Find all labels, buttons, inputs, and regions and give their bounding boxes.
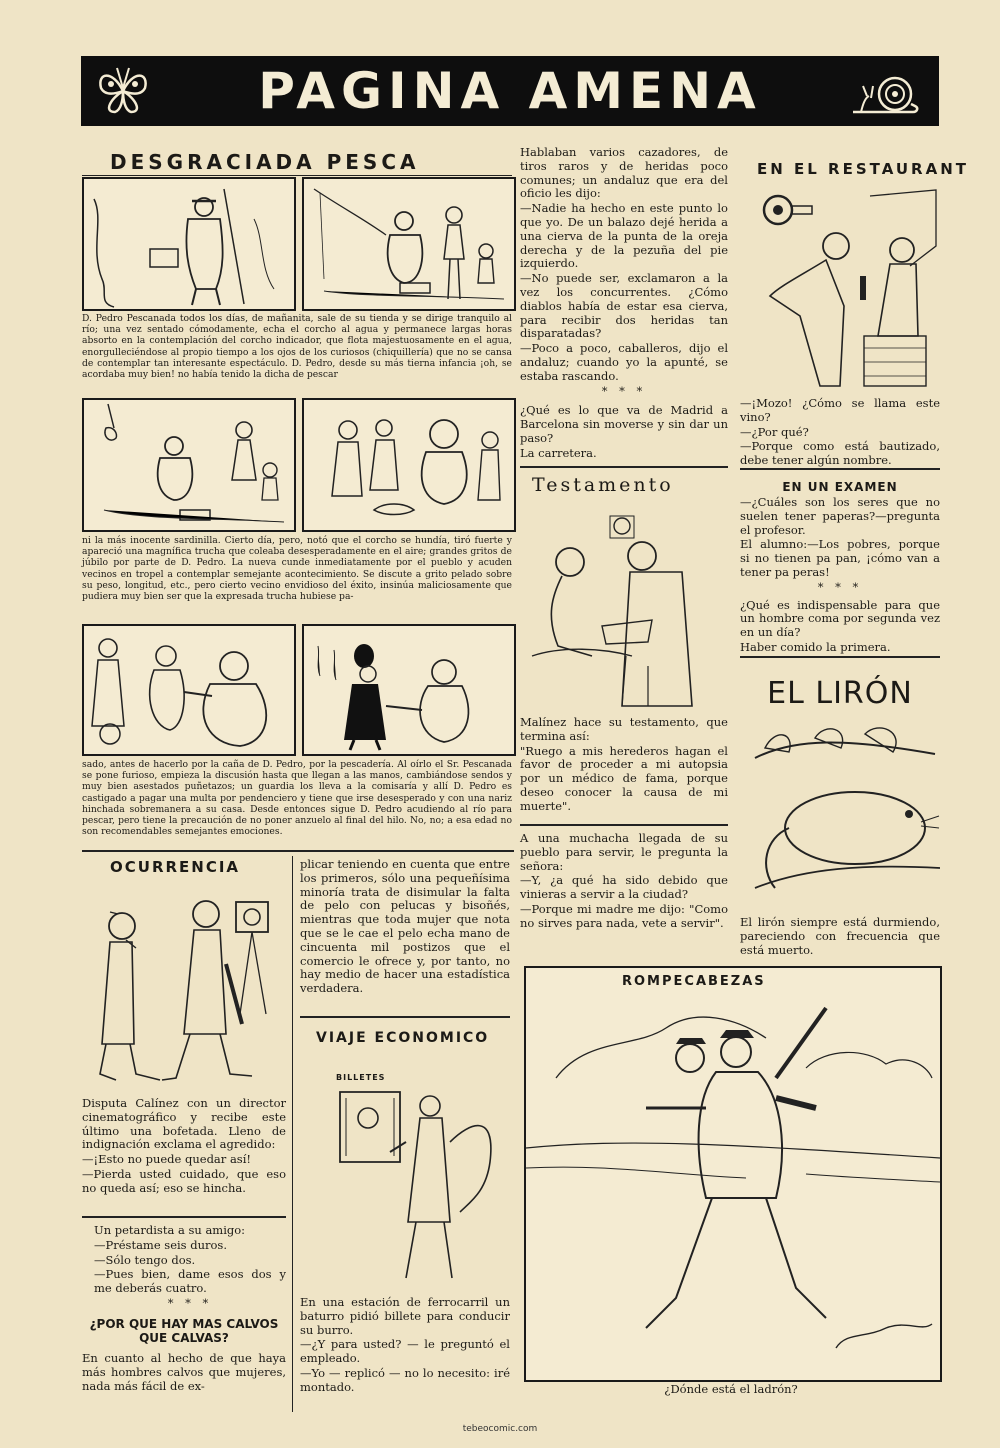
- desgraciada-title: DESGRACIADA PESCA: [110, 150, 420, 174]
- divider: [520, 824, 728, 826]
- calvas-start: En cuanto al hecho de que haya más hombres calvos que mujeres, nada más fácil de ex-: [82, 1351, 286, 1393]
- liron-caption: El lirón siempre está durmiendo, pareciendo con frecuencia que está muerto.: [740, 915, 940, 957]
- ocurrencia-title: OCURRENCIA: [110, 858, 241, 876]
- restaurant-title: EN EL RESTAURANT: [757, 160, 969, 178]
- comic-panel-1: [82, 177, 296, 311]
- crowd-fish-drawing: [304, 400, 514, 530]
- ocurrencia-line: —¡Esto no puede quedar así!: [82, 1152, 252, 1167]
- divider: [740, 656, 940, 658]
- fisherman-walking-drawing: [84, 179, 294, 309]
- separator-stars: * * *: [601, 383, 647, 398]
- cazadores-line: —Nadie ha hecho en este punto lo que yo. De un balazo dejé herida a una cierva de la punta de la oreja derecha y de la pezuña del pie izquierdo.: [520, 201, 728, 271]
- comic-panel-3: [82, 398, 296, 532]
- muchacha-story: [520, 832, 728, 932]
- ocurrencia-line: Disputa Calínez con un director cinematográfico y recibe este último una bofetada. Lleno de indignación exclama el agredido:: [82, 1096, 286, 1152]
- fight-drawing: [84, 626, 294, 754]
- petardista-joke: [94, 1224, 286, 1312]
- policeman-drawing: [304, 626, 514, 754]
- column-divider: [292, 856, 293, 1412]
- examen-text: [740, 496, 940, 656]
- liron-title: EL LIRÓN: [767, 676, 913, 711]
- petardista-line: —Sólo tengo dos.: [94, 1252, 196, 1267]
- desgraciada-para-1: D. Pedro Pescanada todos los días, de mañanita, sale de su tienda y se dirige tranquilo al río; una vez sentado cómodamente, echa el corcho al agua y permanece largas horas absorto en la contemplación del corcho indicador, que flota majestuosamente en el agua, enorgulleciéndose al propio tiempo a los ojos de los curiosos (chiquillería) que no se cansa de contemplar tan interesante espectáculo. D. Pedro, desde su más tierna infancia ¡oh, se acordaba muy bien! no había tenido la dicha de pescar: [82, 313, 512, 381]
- calvas-title: ¿POR QUE HAY MAS CALVOS QUE CALVAS?: [89, 1317, 279, 1345]
- divider: [82, 850, 514, 852]
- cazadores-line: Hablaban varios cazadores, de tiros raros y de heridas poco comunes; un andaluz que era del oficio les dijo:: [520, 145, 728, 201]
- petardista-line: —Préstame seis duros.: [94, 1237, 227, 1252]
- separator-stars: * * *: [167, 1295, 213, 1310]
- rompecabezas-title: ROMPECABEZAS: [622, 974, 766, 989]
- cazadores-line: —Poco a poco, caballeros, dijo el andaluz; cuando yo la apunté, se estaba rascando.: [520, 341, 728, 383]
- viaje-line: En una estación de ferrocarril un baturro pidió billete para conducir su burro.: [300, 1295, 510, 1337]
- restaurant-illustration: [740, 186, 940, 396]
- divider: [520, 466, 728, 468]
- testamento-illustration: [522, 506, 728, 712]
- testamento-line: Malínez hace su testamento, que termina así:: [520, 715, 728, 743]
- cazadores-line: —No puede ser, exclamaron a la vez los concurrentes. ¿Cómo diablos había de estar esa cierva, para recibir dos heridas tan disparatadas?: [520, 271, 728, 341]
- waiter-and-diner-drawing: [740, 186, 940, 396]
- viaje-text: [300, 1296, 510, 1396]
- viaje-line: —¿Y para usted? — le preguntó el empleado.: [300, 1337, 510, 1366]
- calvas-continuation: plicar teniendo en cuenta que entre los primeros, sólo una pequeñísima minoría trata de disimular la falta de pelo con pelucas y bisoñés, mientras que toda mujer que nota que se le cae el pelo echa mano de cincuenta mil postizos que el comercio le ofrece y, por tanto, no hay medio de hacer una estadística verdadera.: [300, 857, 510, 996]
- butterfly-icon: [95, 64, 151, 118]
- fisherman-with-children-drawing: [304, 179, 514, 309]
- muchacha-line: A una muchacha llegada de su pueblo para servir, le pregunta la señora:: [520, 831, 728, 873]
- examen-line: —¿Cuáles son los seres que no suelen tener paperas?—pregunta el profesor.: [740, 495, 940, 537]
- divider: [82, 1216, 286, 1218]
- divider: [740, 468, 940, 470]
- testamento-text: [520, 716, 728, 815]
- petardista-line: —Pues bien, dame esos dos y me deberás cuatro.: [94, 1267, 286, 1296]
- billetes-sign: BILLETES: [336, 1073, 386, 1082]
- restaurant-dialogue: [740, 397, 940, 469]
- footer-site: tebeocomic.com: [462, 1424, 538, 1434]
- restaurant-line: —Porque como está bautizado, debe tener algún nombre.: [740, 439, 940, 468]
- petardista-line: Un petardista a su amigo:: [94, 1223, 246, 1237]
- director-and-actor-drawing: [90, 884, 290, 1090]
- viaje-title: VIAJE ECONOMICO: [316, 1030, 490, 1046]
- divider: [300, 1016, 510, 1018]
- cazadores-story: [520, 146, 728, 462]
- restaurant-line: —¿Por qué?: [740, 424, 809, 439]
- desgraciada-para-3: sado, antes de hacerlo por la caña de D. Pedro, por la pescadería. Al oírlo el Sr. Pescanada se pone furioso, empieza la discusión hasta que llegan a las manos, cambiándose sendos y muy bien asestados puñetazos; un guardia los lleva a la comisaría y allí D. Pedro es castigado a pagar una multa por pendenciero y tiene que irse desesperado y con una nariz hinchada sobremanera a su casa. Desde entonces sigue D. Pedro acudiendo al río para pescar, pero tiene la precaución de no poner anzuelo al final del hilo. No, no; a esa edad no son recomendables semejantes emociones.: [82, 759, 512, 838]
- page-banner: [81, 56, 939, 126]
- testamento-line: "Ruego a mis herederos hagan el favor de proceder a mi autopsia por un médico de fama, porque deseo conocer la causa de mi muerte".: [520, 743, 728, 813]
- ocurrencia-illustration: [90, 884, 290, 1090]
- viaje-illustration: [320, 1082, 500, 1286]
- muchacha-line: —Porque mi madre me dijo: "Como no sirves para nada, vete a servir".: [520, 901, 728, 930]
- ticket-window-drawing: [320, 1082, 500, 1286]
- madrid-riddle: ¿Qué es lo que va de Madrid a Barcelona sin moverse y sin dar un paso?: [520, 403, 728, 445]
- examen-line: El alumno:—Los pobres, porque si no tienen pa pan, ¡cómo van a tener pa peras!: [740, 537, 940, 579]
- doctor-and-patient-drawing: [522, 506, 728, 712]
- dormouse-drawing: [745, 718, 940, 908]
- comic-panel-4: [302, 398, 516, 532]
- muchacha-line: —Y, ¿a qué ha sido debido que vinieras a servir a la ciudad?: [520, 873, 728, 902]
- rompecabezas-panel: [524, 966, 942, 1382]
- page-title: PAGINA AMENA: [258, 62, 762, 120]
- comic-panel-6: [302, 624, 516, 756]
- divider: [82, 175, 512, 176]
- restaurant-line: —¡Mozo! ¿Cómo se llama este vino?: [740, 396, 940, 424]
- rompecabezas-caption: ¿Dónde está el ladrón?: [664, 1382, 798, 1396]
- ocurrencia-line: —Pierda usted cuidado, que eso no queda así; eso se hincha.: [82, 1166, 286, 1195]
- separator-stars: * * *: [817, 579, 863, 594]
- snail-icon: [851, 68, 921, 118]
- comic-panel-5: [82, 624, 296, 756]
- comida-riddle: ¿Qué es indispensable para que un hombre coma por segunda vez en un día?: [740, 597, 940, 640]
- comida-answer: Haber comido la primera.: [740, 639, 891, 654]
- fisherman-catch-drawing: [84, 400, 294, 530]
- madrid-answer: La carretera.: [520, 445, 597, 460]
- soldiers-puzzle-drawing: [526, 968, 940, 1380]
- testamento-title: Testamento: [532, 474, 674, 496]
- comic-panel-2: [302, 177, 516, 311]
- desgraciada-para-2: ni la más inocente sardinilla. Cierto día, pero, notó que el corcho se hundía, tiró fuerte y apareció una magnífica trucha que coleaba desesperadamente en el aire; grandes gritos de júbilo por parte de D. Pedro. La nueva cunde inmediatamente por el pueblo y acuden vecinos en tropel a contemplar semejante acontecimiento. Se discute a grito pelado sobre su peso, longitud, etc., pero cierto vecino envidioso del éxito, insinúa maliciosamente que pudiera muy bien ser que la expresada trucha hubiese pa-: [82, 535, 512, 603]
- examen-title: EN UN EXAMEN: [782, 480, 898, 494]
- ocurrencia-text: [82, 1097, 286, 1197]
- liron-illustration: [745, 718, 940, 908]
- viaje-line: —Yo — replicó — no lo necesito: iré montado.: [300, 1365, 510, 1394]
